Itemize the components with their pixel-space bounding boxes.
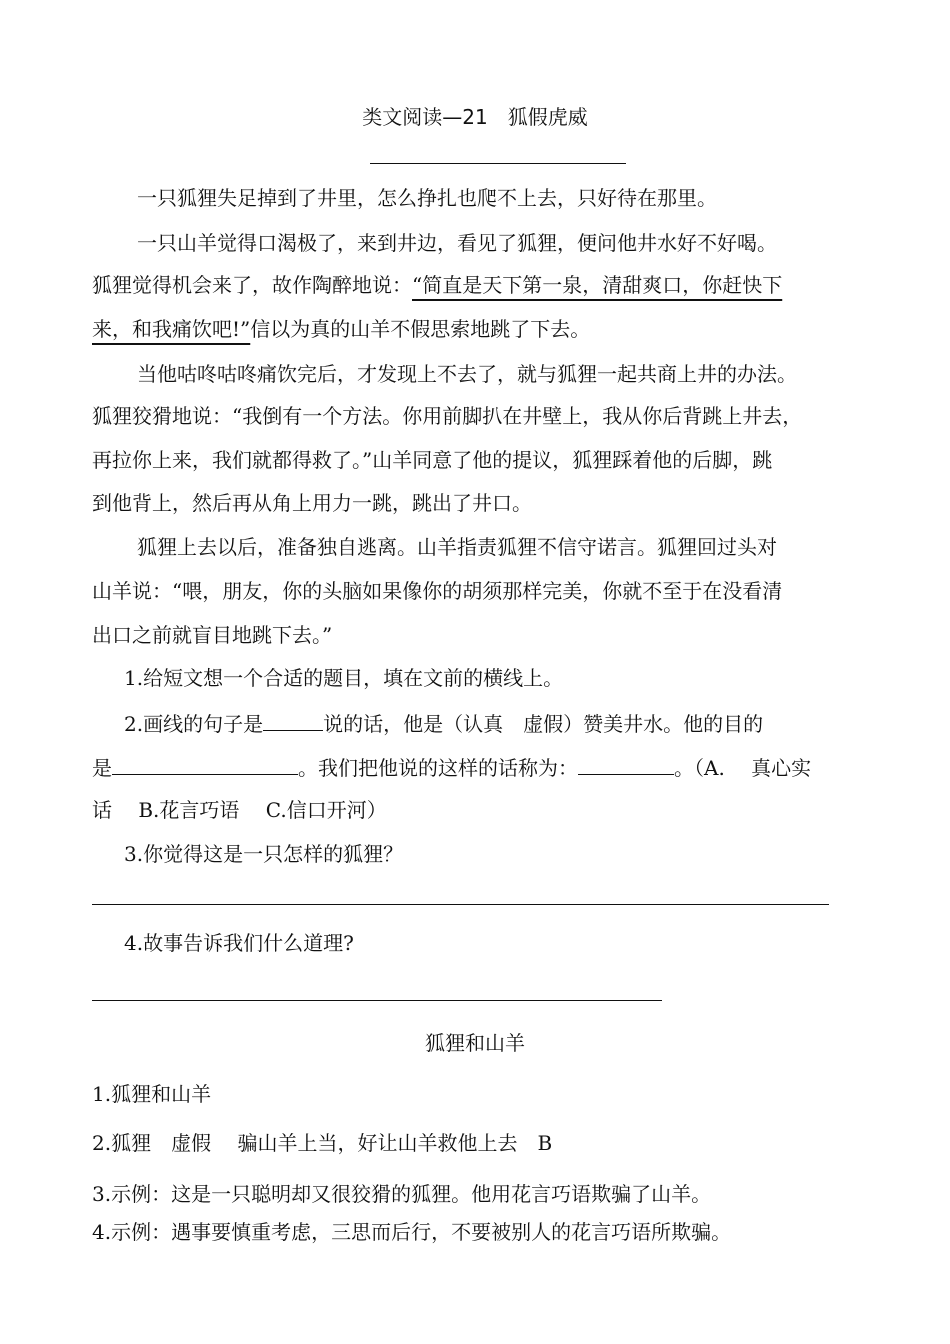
passage-text: 狐狸觉得机会来了，故作陶醉地说： (92, 273, 412, 297)
answer-blank-term[interactable] (578, 752, 674, 775)
answer-3: 3.示例：这是一只聪明却又很狡猾的狐狸。他用花言巧语欺骗了山羊。 (92, 1182, 712, 1206)
passage-paragraph-1: 一只狐狸失足掉到了井里，怎么挣扎也爬不上去，只好待在那里。 (137, 186, 717, 210)
passage-paragraph-4-line-3: 出口之前就盲目地跳下去。” (92, 623, 333, 647)
answer-line-question-4[interactable] (92, 1000, 662, 1001)
passage-paragraph-2-line-1: 一只山羊觉得口渴极了，来到井边，看见了狐狸，便问他井水好不好喝。 (137, 231, 777, 255)
question-2-line-1 (124, 708, 763, 738)
question-2-line-3: 话 B.花言巧语 C.信口开河） (92, 798, 387, 822)
passage-paragraph-3-line-2: 狐狸狡猾地说：“我倒有一个方法。你用前脚扒在井壁上，我从你后背跳上井去， (92, 404, 803, 428)
passage-paragraph-2-line-3 (92, 315, 590, 343)
question-3: 3.你觉得这是一只怎样的狐狸？ (124, 842, 404, 866)
page-title: 类文阅读—21 狐假虎威 (362, 105, 588, 129)
answer-blank-speaker[interactable] (263, 708, 323, 731)
passage-paragraph-3-line-4: 到他背上，然后再从角上用力一跳，跳出了井口。 (92, 491, 532, 515)
question-text: 说的话，他是（认真 虚假）赞美井水。他的目的 (323, 712, 764, 736)
answer-2: 2.狐狸 虚假 骗山羊上当，好让山羊救他上去 B (92, 1131, 553, 1155)
passage-paragraph-3-line-1: 当他咕咚咕咚痛饮完后，才发现上不去了，就与狐狸一起共商上井的办法。 (137, 362, 797, 386)
underlined-sentence-end: 来，和我痛饮吧!” (92, 317, 251, 341)
answer-line-question-3[interactable] (92, 904, 829, 905)
question-1: 1.给短文想一个合适的题目，填在文前的横线上。 (124, 666, 564, 690)
answer-4: 4.示例：遇事要慎重考虑，三思而后行，不要被别人的花言巧语所欺骗。 (92, 1220, 732, 1244)
answer-key-title: 狐狸和山羊 (425, 1031, 525, 1055)
question-2-line-2 (92, 752, 811, 782)
title-blank-line (370, 163, 626, 164)
question-4: 4.故事告诉我们什么道理? (124, 931, 354, 955)
passage-paragraph-2-line-2 (92, 271, 782, 299)
question-text: 。我们把他说的这样的话称为： (298, 756, 578, 780)
answer-blank-purpose[interactable] (112, 752, 298, 775)
answer-1: 1.狐狸和山羊 (92, 1082, 212, 1106)
question-text: 是 (92, 756, 112, 780)
passage-text: 信以为真的山羊不假思索地跳了下去。 (250, 317, 591, 341)
question-text: 。（A. 真心实 (674, 756, 812, 780)
passage-paragraph-4-line-2: 山羊说：“喂，朋友，你的头脑如果像你的胡须那样完美，你就不至于在没看清 (92, 579, 783, 603)
passage-paragraph-4-line-1: 狐狸上去以后，准备独自逃离。山羊指责狐狸不信守诺言。狐狸回过头对 (137, 535, 777, 559)
passage-paragraph-3-line-3: 再拉你上来，我们就都得救了。”山羊同意了他的提议，狐狸踩着他的后脚，跳 (92, 448, 773, 472)
underlined-sentence: “简直是天下第一泉，清甜爽口，你赶快下 (412, 273, 783, 297)
question-text: 2.画线的句子是 (124, 712, 264, 736)
